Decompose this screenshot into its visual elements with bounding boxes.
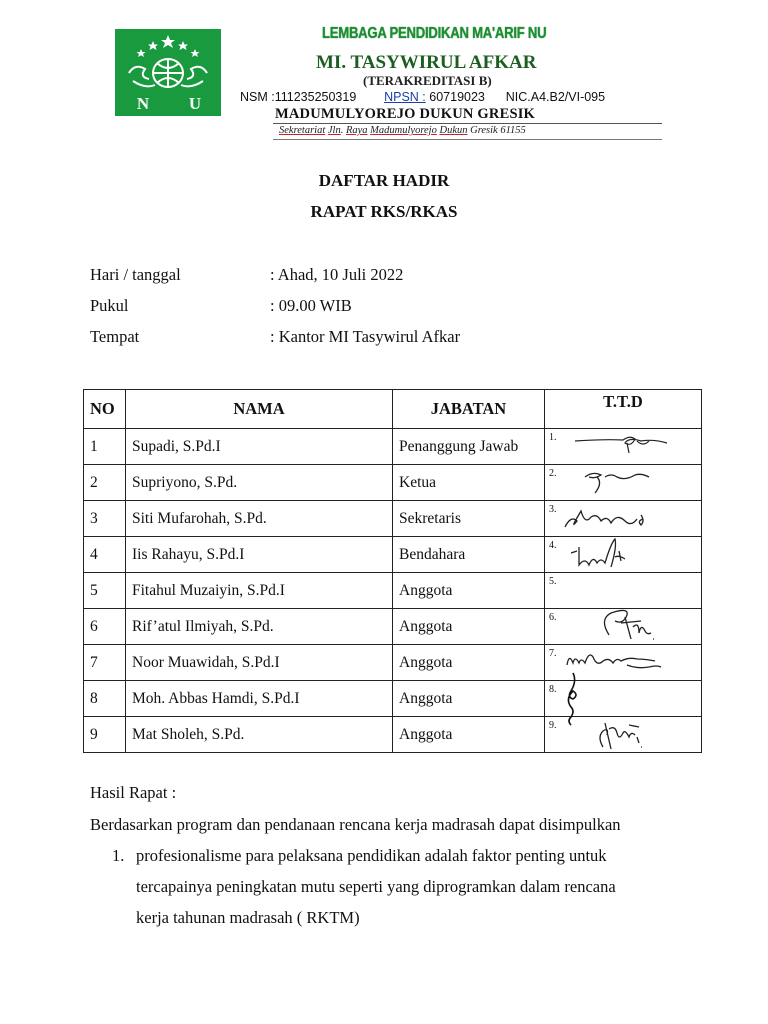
results-item-line: kerja tahunan madrasah ( RKTM) [136, 908, 360, 927]
signature-number: 7. [549, 648, 557, 659]
cell-no: 9 [84, 717, 126, 753]
signature-number: 9. [549, 720, 557, 731]
header-nama: NAMA [126, 390, 393, 429]
cell-signature [545, 429, 702, 465]
lembaga-name: LEMBAGA PENDIDIKAN MA'ARIF NU [322, 25, 547, 42]
cell-jabatan: Anggota [393, 645, 545, 681]
cell-signature [545, 501, 702, 537]
cell-nama: Fitahul Muzaiyin, S.Pd.I [126, 573, 393, 609]
cell-nama: Mat Sholeh, S.Pd. [126, 717, 393, 753]
results-intro: Berdasarkan program dan pendanaan rencana kerja madrasah dapat disimpulkan [90, 815, 621, 834]
cell-signature [545, 573, 702, 609]
signature-1 [545, 429, 702, 465]
header-jabatan: JABATAN [393, 390, 545, 429]
table-row [84, 681, 702, 717]
table-row [84, 429, 702, 465]
signature-number: 3. [549, 504, 557, 515]
npsn-label: NPSN : [384, 90, 426, 104]
school-ids [240, 90, 605, 104]
table-row [84, 465, 702, 501]
signature-number: 1. [549, 432, 557, 443]
signature-number: 8. [549, 684, 557, 695]
accreditation: (TERAKREDITASI B) [363, 73, 492, 88]
results-item-line: profesionalisme para pelaksana pendidikan adalah faktor penting untuk [136, 846, 607, 865]
header-no: NO [84, 390, 126, 429]
logo-letter-u: U [188, 94, 202, 113]
cell-jabatan: Anggota [393, 717, 545, 753]
table-row [84, 501, 702, 537]
cell-nama: Iis Rahayu, S.Pd.I [126, 537, 393, 573]
attendance-table [83, 389, 702, 753]
table-row [84, 573, 702, 609]
npsn-value: 60719023 [429, 90, 485, 104]
results-item-line: tercapainya peningkatan mutu seperti yang diprogramkan dalam rencana [136, 877, 616, 896]
cell-jabatan: Anggota [393, 573, 545, 609]
info-value: : 09.00 WIB [270, 296, 352, 315]
cell-jabatan: Sekretaris [393, 501, 545, 537]
info-label: Tempat [90, 327, 140, 346]
cell-signature [545, 609, 702, 645]
cell-signature [545, 681, 702, 717]
table-row [84, 717, 702, 753]
signature-number: 4. [549, 540, 557, 551]
results-label: Hasil Rapat : [90, 783, 177, 802]
table-header-row [84, 390, 702, 429]
cell-nama: Moh. Abbas Hamdi, S.Pd.I [126, 681, 393, 717]
cell-jabatan: Ketua [393, 465, 545, 501]
table-row [84, 645, 702, 681]
cell-nama: Siti Mufarohah, S.Pd. [126, 501, 393, 537]
logo-letter-n: N [136, 94, 150, 113]
cell-no: 8 [84, 681, 126, 717]
document-subtitle: RAPAT RKS/RKAS [310, 202, 458, 221]
table-row [84, 609, 702, 645]
cell-nama: Noor Muawidah, S.Pd.I [126, 645, 393, 681]
cell-signature [545, 465, 702, 501]
letterhead-divider-top [273, 123, 662, 124]
info-value: : Kantor MI Tasywirul Afkar [270, 327, 461, 346]
cell-no: 4 [84, 537, 126, 573]
info-label: Pukul [90, 296, 129, 315]
signature-number: 6. [549, 612, 557, 623]
cell-no: 6 [84, 609, 126, 645]
cell-no: 2 [84, 465, 126, 501]
signature-3 [545, 501, 702, 537]
header-ttd: T.T.D [545, 390, 702, 429]
table-row [84, 537, 702, 573]
cell-nama: Supadi, S.Pd.I [126, 429, 393, 465]
cell-nama: Rif’atul Ilmiyah, S.Pd. [126, 609, 393, 645]
cell-no: 7 [84, 645, 126, 681]
cell-nama: Supriyono, S.Pd. [126, 465, 393, 501]
school-address: Sekretariat Jln. Raya Madumulyorejo Dukun Gresik 61155 [279, 125, 526, 136]
results-item-number: 1. [112, 846, 125, 865]
document-title: DAFTAR HADIR [318, 171, 450, 190]
signature-2 [545, 465, 702, 501]
cell-no: 3 [84, 501, 126, 537]
signature-number: 2. [549, 468, 557, 479]
cell-signature [545, 717, 702, 753]
cell-signature [545, 645, 702, 681]
cell-jabatan: Penanggung Jawab [393, 429, 545, 465]
signature-7 [545, 645, 702, 681]
cell-jabatan: Anggota [393, 609, 545, 645]
cell-signature [545, 537, 702, 573]
info-label: Hari / tanggal [90, 265, 181, 284]
signature-9 [545, 717, 702, 753]
cell-no: 1 [84, 429, 126, 465]
cell-jabatan: Anggota [393, 681, 545, 717]
letterhead-divider-bottom [273, 139, 662, 140]
signature-4 [545, 537, 702, 573]
signature-6 [545, 609, 702, 645]
cell-no: 5 [84, 573, 126, 609]
school-location: MADUMULYOREJO DUKUN GRESIK [275, 106, 536, 122]
cell-jabatan: Bendahara [393, 537, 545, 573]
nu-logo [115, 29, 221, 116]
info-value: : Ahad, 10 Juli 2022 [270, 265, 404, 284]
nic: NIC.A4.B2/VI-095 [505, 90, 606, 104]
school-name: MI. TASYWIRUL AFKAR [316, 52, 537, 73]
signature-number: 5. [549, 576, 557, 587]
nsm: NSM :111235250319 [240, 90, 357, 104]
signature-8 [545, 681, 702, 717]
